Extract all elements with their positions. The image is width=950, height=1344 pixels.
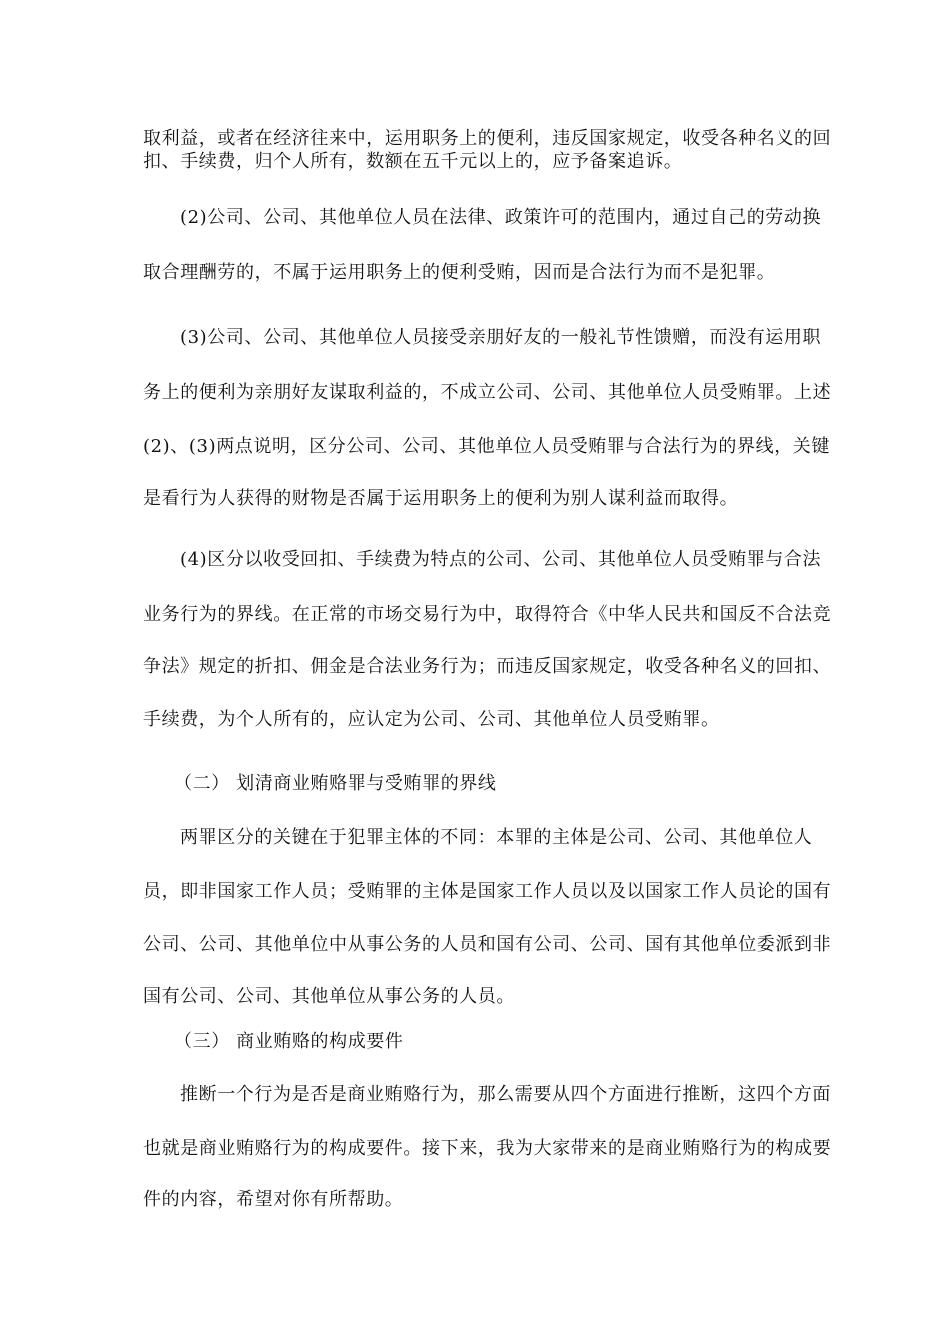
paragraph-4-line-4: 手续费，为个人所有的，应认定为公司、公司、其他单位人员受贿罪。 (143, 709, 720, 730)
paragraph-2-line-1: (2)公司、公司、其他单位人员在法律、政策许可的范围内，通过自己的劳动换 (180, 207, 822, 228)
paragraph-4-line-1: (4)区分以收受回扣、手续费为特点的公司、公司、其他单位人员受贿罪与合法 (180, 549, 822, 570)
paragraph-3-line-4: 是看行为人获得的财物是否属于运用职务上的便利为别人谋利益而取得。 (143, 488, 739, 509)
paragraph-3-line-1: (3)公司、公司、其他单位人员接受亲朋好友的一般礼节性馈赠，而没有运用职 (180, 327, 822, 348)
paragraph-4-line-2: 业务行为的界线。在正常的市场交易行为中，取得符合《中华人民共和国反不合法竞 (143, 604, 832, 625)
section-heading-2: （二） 划清商业贿赂罪与受贿罪的界线 (174, 773, 497, 794)
paragraph-5-line-4: 国有公司、公司、其他单位从事公务的人员。 (143, 986, 515, 1007)
paragraph-5-line-1: 两罪区分的关键在于犯罪主体的不同：本罪的主体是公司、公司、其他单位人 (180, 827, 813, 848)
paragraph-3-line-2: 务上的便利为亲朋好友谋取利益的，不成立公司、公司、其他单位人员受贿罪。上述 (143, 382, 832, 403)
paragraph-6-line-2: 也就是商业贿赂行为的构成要件。接下来，我为大家带来的是商业贿赂行为的构成要 (143, 1138, 832, 1159)
paragraph-2-line-2: 取合理酬劳的，不属于运用职务上的便利受贿，因而是合法行为而不是犯罪。 (143, 262, 776, 283)
section-heading-3: （三） 商业贿赂的构成要件 (174, 1031, 404, 1052)
paragraph-1-line-2: 扣、手续费，归个人所有，数额在五千元以上的，应予备案追诉。 (143, 151, 683, 172)
paragraph-3-line-3: (2)、(3)两点说明，区分公司、公司、其他单位人员受贿罪与合法行为的界线，关键 (143, 436, 830, 457)
paragraph-6-line-3: 件的内容，希望对你有所帮助。 (143, 1189, 404, 1210)
paragraph-1-line-1: 取利益，或者在经济往来中，运用职务上的便利，违反国家规定，收受各种名义的回 (143, 128, 832, 149)
paragraph-5-line-3: 公司、公司、其他单位中从事公务的人员和国有公司、公司、国有其他单位委派到非 (143, 934, 832, 955)
paragraph-5-line-2: 员，即非国家工作人员；受贿罪的主体是国家工作人员以及以国家工作人员论的国有 (143, 881, 832, 902)
paragraph-6-line-1: 推断一个行为是否是商业贿赂行为，那么需要从四个方面进行推断，这四个方面 (180, 1084, 831, 1105)
paragraph-4-line-3: 争法》规定的折扣、佣金是合法业务行为；而违反国家规定，收受各种名义的回扣、 (143, 656, 832, 677)
